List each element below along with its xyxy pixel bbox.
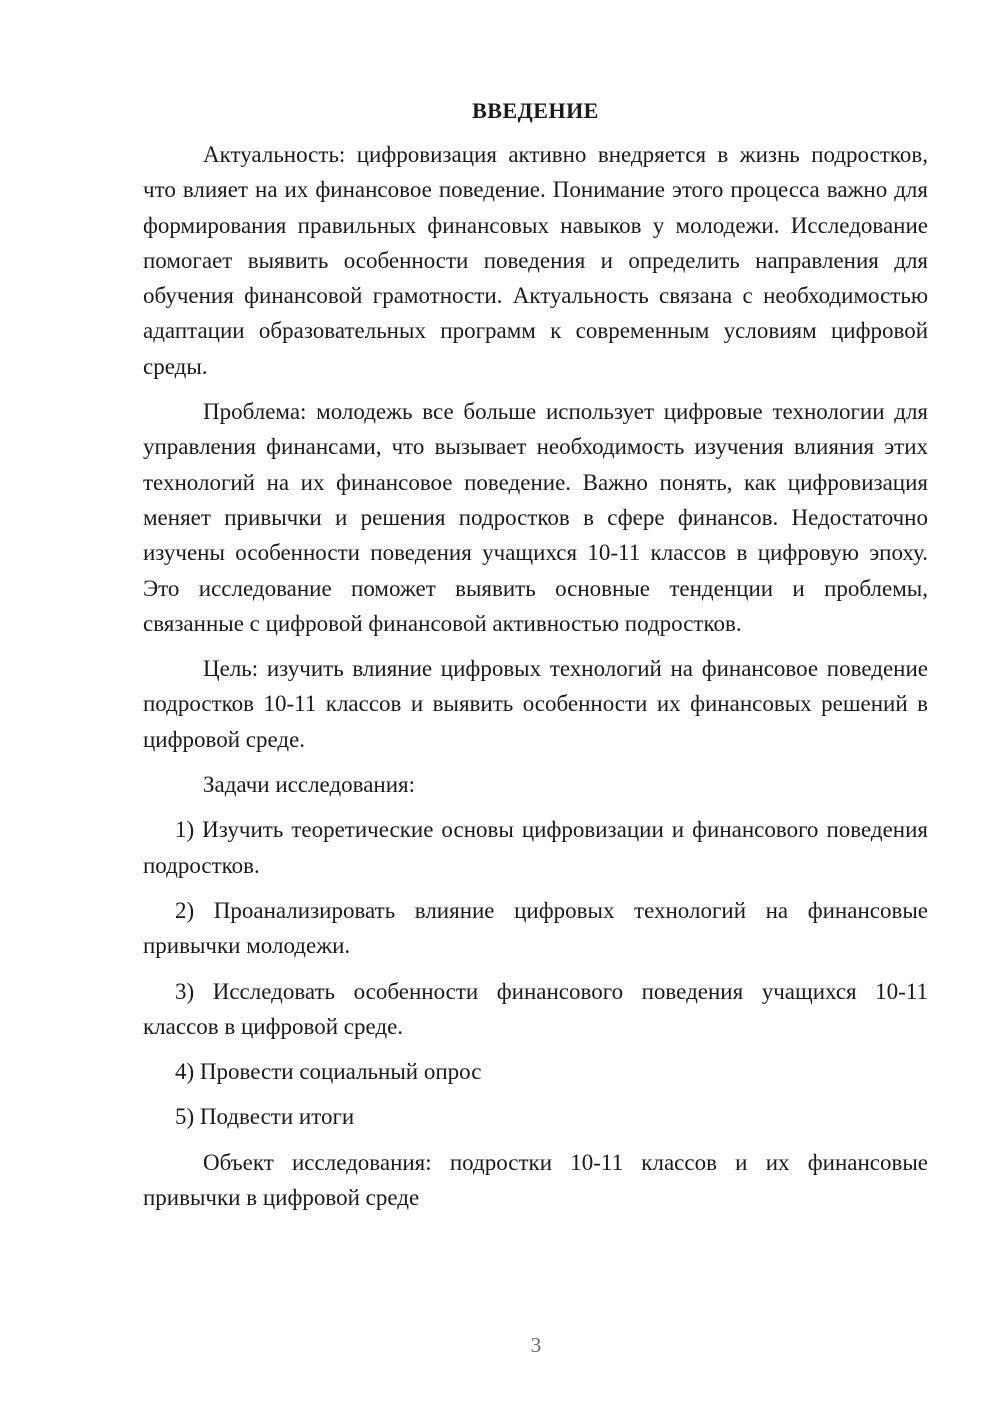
paragraph-tasks-heading: Задачи исследования:: [203, 772, 416, 798]
paragraph-problem: Проблема: молодежь все больше использует цифровые технологии для управления финансами, что вызывает необходимость изучения влияния этих технологий на их финансовое поведение. Важно понять, как цифровизация меняет привычки и решения подростков в сфере финансов. Недостаточно изучены особенности поведения учащихся 10-11 классов в цифровую эпоху. Это исследование поможет выявить основные тенденции и проблемы, связанные с цифровой финансовой активностью подростков.: [143, 399, 928, 636]
page-content: [143, 95, 928, 1215]
page-number: 3: [530, 1333, 542, 1357]
paragraph-relevance: Актуальность: цифровизация активно внедряется в жизнь подростков, что влияет на их финансовое поведение. Понимание этого процесса важно для формирования правильных финансовых навыков у молодежи. Исследование помогает выявить особенности поведения и определить направления для обучения финансовой грамотности. Актуальность связана с необходимостью адаптации образовательных программ к современным условиям цифровой среды.: [143, 142, 928, 379]
task-item: 5) Подвести итоги: [175, 1104, 355, 1130]
task-item: 2) Проанализировать влияние цифровых технологий на финансовые привычки молодежи.: [143, 897, 928, 959]
paragraph-object: Объект исследования: подростки 10-11 классов и их финансовые привычки в цифровой среде: [143, 1149, 928, 1211]
task-item: 4) Провести социальный опрос: [175, 1059, 482, 1085]
task-item: 1) Изучить теоретические основы цифровизации и финансового поведения подростков.: [143, 817, 928, 878]
paragraph-goal: Цель: изучить влияние цифровых технологий на финансовое поведение подростков 10-11 классов и выявить особенности их финансовых решений в цифровой среде.: [143, 656, 928, 752]
section-title: ВВЕДЕНИЕ: [472, 98, 599, 123]
task-item: 3) Исследовать особенности финансового поведения учащихся 10-11 классов в цифровой среде.: [143, 978, 928, 1039]
